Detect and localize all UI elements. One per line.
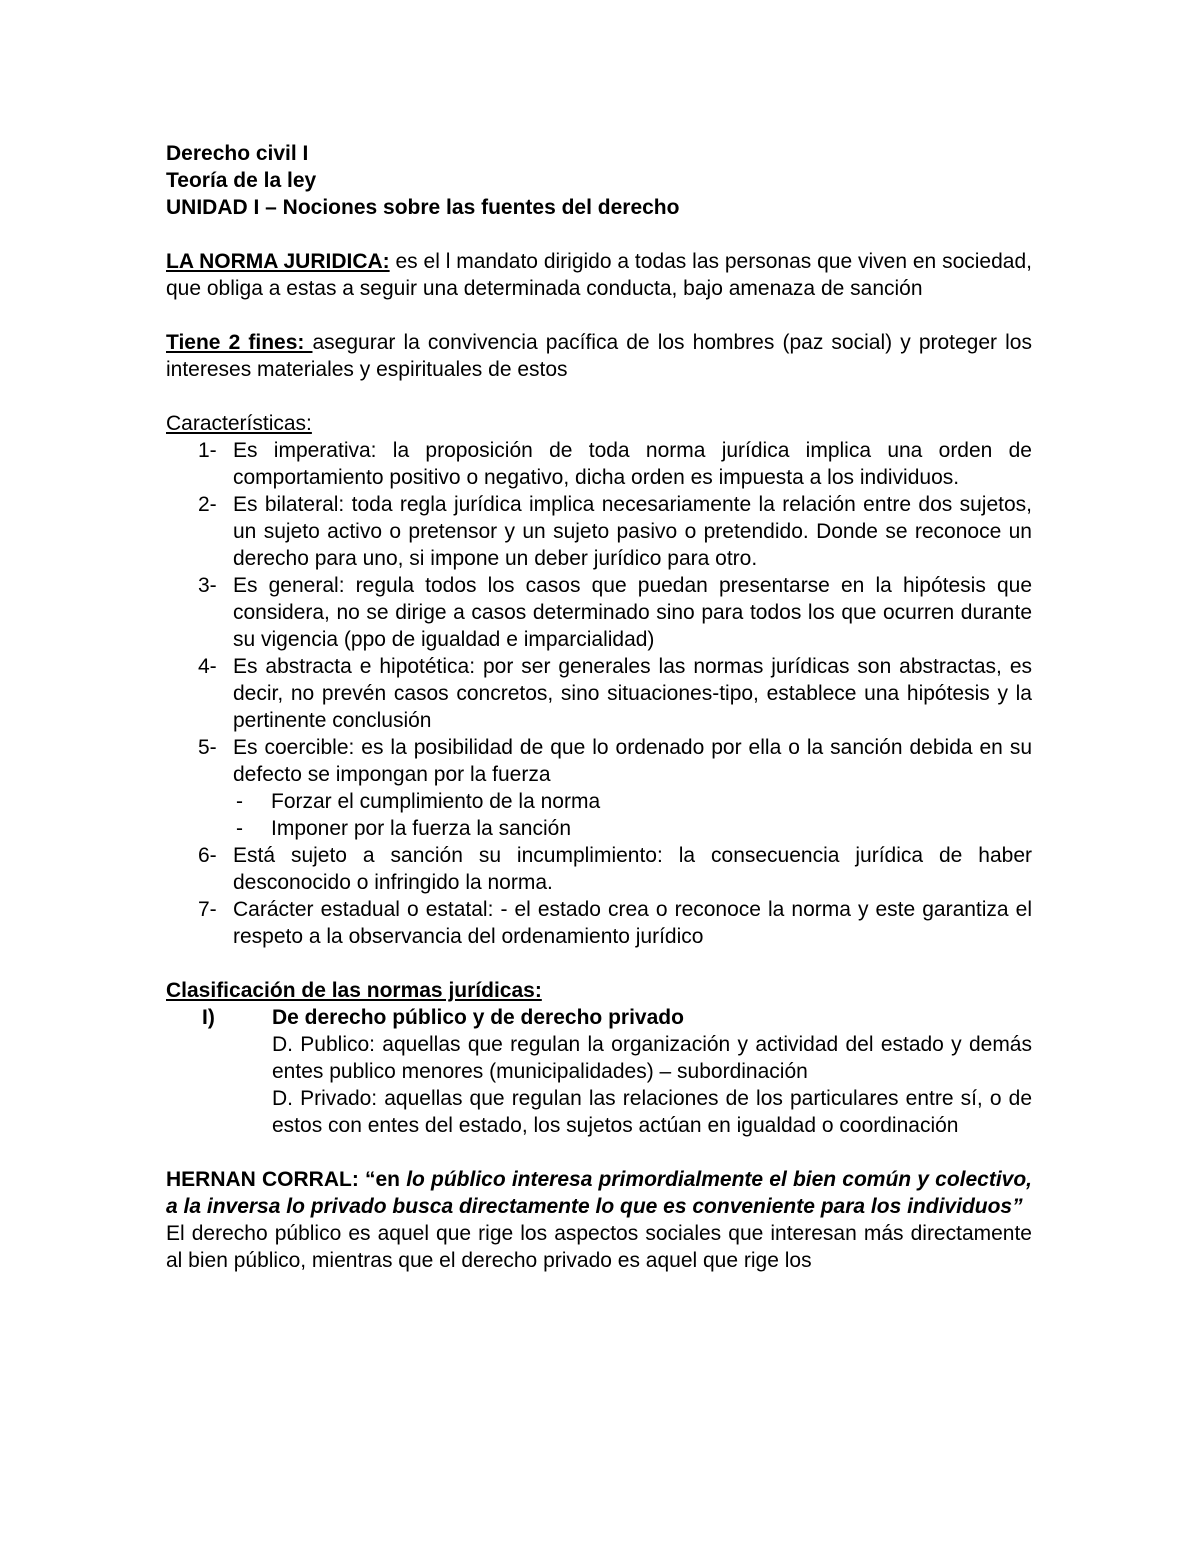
norma-label: LA NORMA JURIDICA: <box>166 250 390 273</box>
roman-title: De derecho público y de derecho privado <box>272 1006 684 1029</box>
list-number: 1- <box>198 439 217 462</box>
roman-item <box>166 1004 1032 1031</box>
roman-number: I) <box>202 1006 215 1029</box>
corral-quote <box>166 1166 1032 1220</box>
quote-text: lo público interesa primordialmente el bien común y colectivo, a la inversa lo privado busca directamente lo que es conveniente para los individuos” <box>166 1168 1033 1218</box>
caracteristicas-list <box>166 437 1032 950</box>
list-item <box>166 572 1032 653</box>
quote-open: “en <box>365 1168 407 1191</box>
list-number: 4- <box>198 655 217 678</box>
list-number: 6- <box>198 844 217 867</box>
list-item <box>166 896 1032 950</box>
dash-bullet: - <box>236 817 243 840</box>
list-item <box>166 734 1032 788</box>
publico-definition: D. Publico: aquellas que regulan la organización y actividad del estado y demás entes publico menores (municipalidades) – subordinación <box>272 1033 1032 1083</box>
sub-list-item <box>233 788 1032 815</box>
clasificacion-heading: Clasificación de las normas jurídicas: <box>166 979 542 1002</box>
list-item <box>166 842 1032 896</box>
unit-title: UNIDAD I – Nociones sobre las fuentes del derecho <box>166 196 680 219</box>
list-item <box>166 491 1032 572</box>
sub-list-text: Forzar el cumplimiento de la norma <box>271 790 601 813</box>
privado-definition: D. Privado: aquellas que regulan las relaciones de los particulares entre sí, o de estos con entes del estado, los sujetos actúan en igualdad o coordinación <box>272 1087 1032 1137</box>
fines-label: Tiene 2 fines: <box>166 331 313 354</box>
dash-bullet: - <box>236 790 243 813</box>
sub-list-item <box>233 815 1032 842</box>
list-text: Es bilateral: toda regla jurídica implica necesariamente la relación entre dos sujetos, un sujeto activo o pretensor y un sujeto pasivo o pretendido. Donde se reconoce un derecho para uno, si impone un deber jurídico para otro. <box>233 493 1032 570</box>
list-text: Carácter estadual o estatal: - el estado crea o reconoce la norma y este garantiza el respeto a la observancia del ordenamiento jurídico <box>233 898 1032 948</box>
topic-title: Teoría de la ley <box>166 169 317 192</box>
quote-author: HERNAN CORRAL: <box>166 1168 365 1191</box>
list-text: Es imperativa: la proposición de toda norma jurídica implica una orden de comportamiento positivo o negativo, dicha orden es impuesta a los individuos. <box>233 439 1032 489</box>
list-text: Es general: regula todos los casos que puedan presentarse en la hipótesis que considera, no se dirige a casos determinado sino para todos los que ocurren durante su vigencia (ppo de igualdad e imparcialidad) <box>233 574 1032 651</box>
list-text: Está sujeto a sanción su incumplimiento: la consecuencia jurídica de haber desconocido o infringido la norma. <box>233 844 1032 894</box>
list-text: Es coercible: es la posibilidad de que lo ordenado por ella o la sanción debida en su defecto se impongan por la fuerza <box>233 736 1032 786</box>
fines-paragraph <box>166 329 1032 383</box>
list-number: 7- <box>198 898 217 921</box>
list-number: 3- <box>198 574 217 597</box>
norma-paragraph <box>166 248 1032 302</box>
fines-text: asegurar la convivencia pacífica de los hombres (paz social) y proteger los intereses materiales y espirituales de estos <box>166 331 1032 381</box>
closing-paragraph: El derecho público es aquel que rige los aspectos sociales que interesan más directamente al bien público, mientras que el derecho privado es aquel que rige los <box>166 1222 1032 1272</box>
list-item <box>166 653 1032 734</box>
sub-list-text: Imponer por la fuerza la sanción <box>271 817 571 840</box>
course-title: Derecho civil I <box>166 142 309 165</box>
list-number: 5- <box>198 736 217 759</box>
document-page <box>166 140 1032 1274</box>
caracteristicas-heading: Características: <box>166 412 312 435</box>
norma-text: es el l mandato dirigido a todas las personas que viven en sociedad, que obliga a estas a seguir una determinada conducta, bajo amenaza de sanción <box>166 250 1032 300</box>
list-number: 2- <box>198 493 217 516</box>
list-text: Es abstracta e hipotética: por ser generales las normas jurídicas son abstractas, es decir, no prevén casos concretos, sino situaciones-tipo, establece una hipótesis y la pertinente conclusión <box>233 655 1032 732</box>
list-item <box>166 437 1032 491</box>
